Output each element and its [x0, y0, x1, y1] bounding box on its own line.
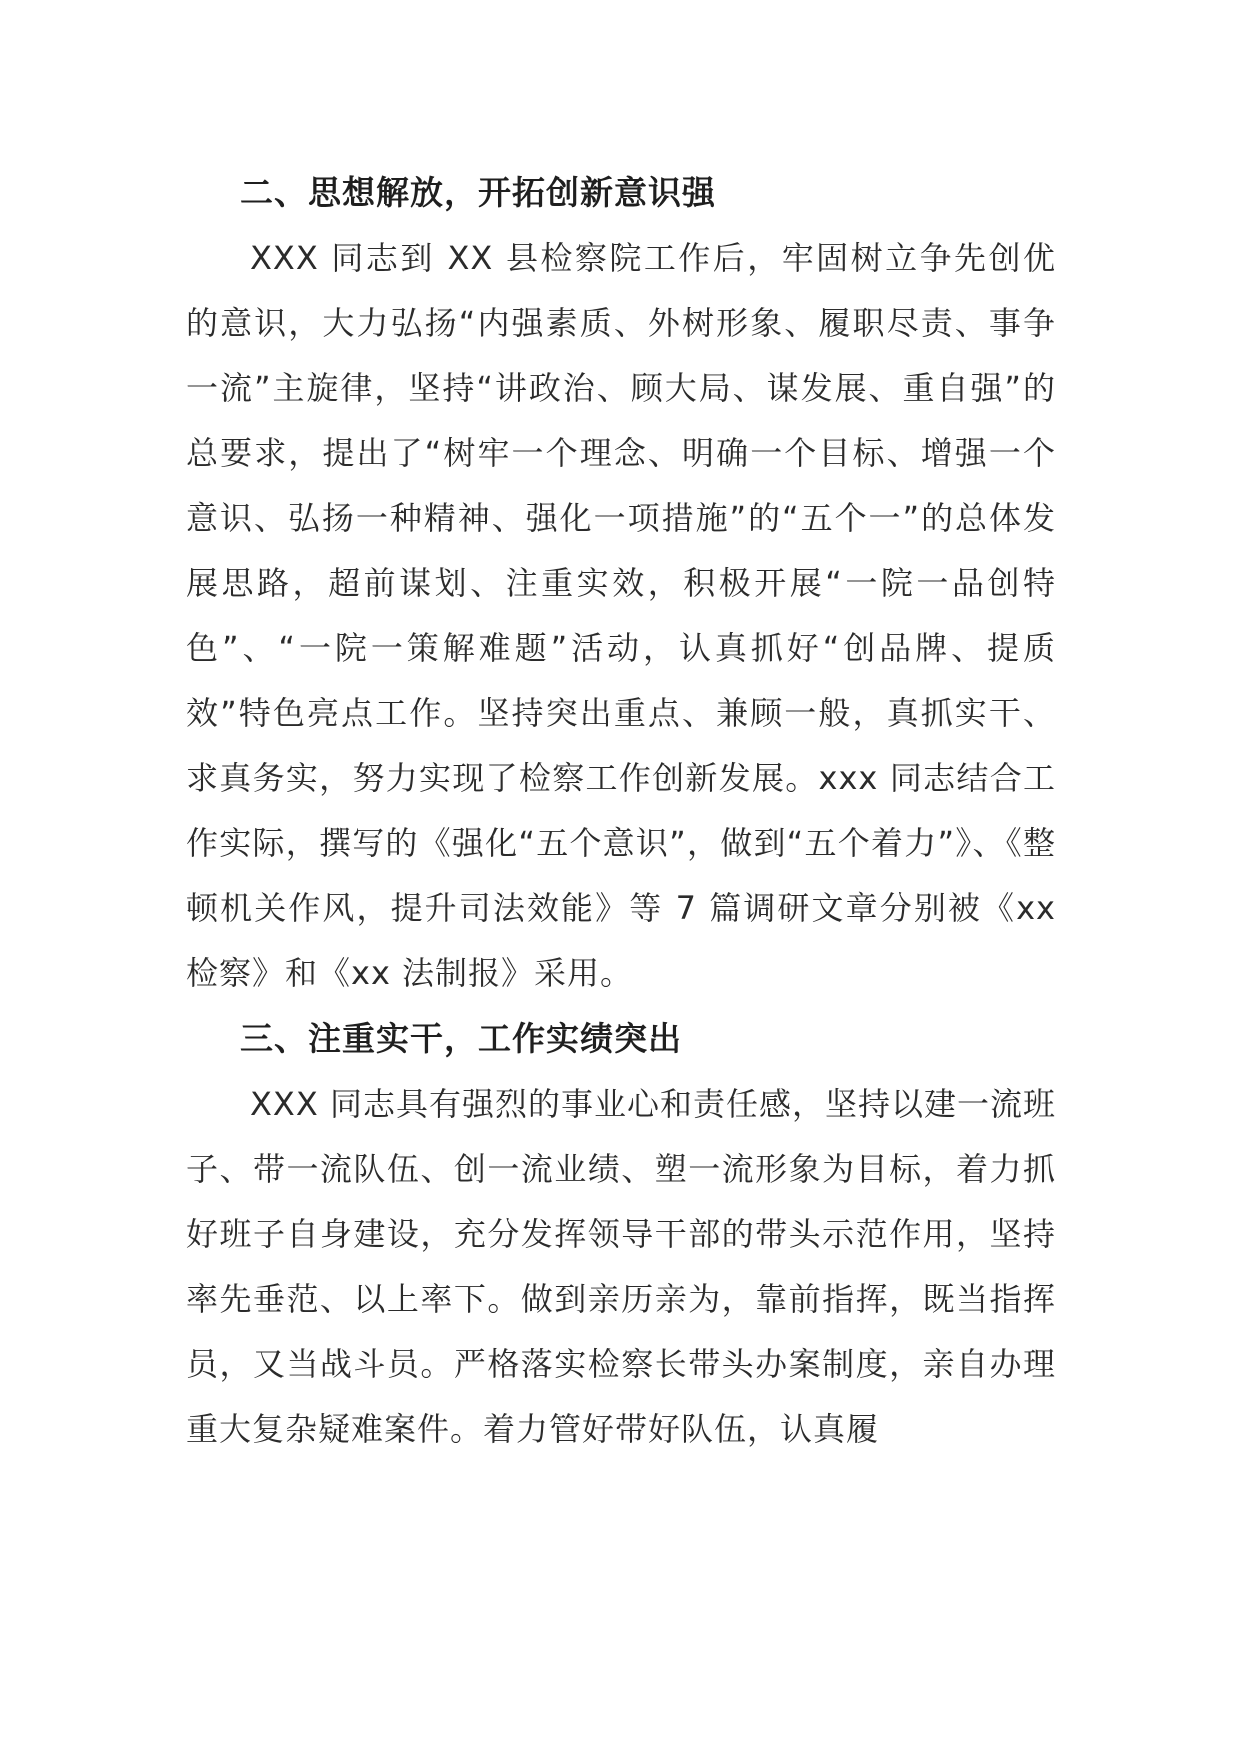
- section-paragraph-ideology: XXX 同志到 XX 县检察院工作后，牢固树立争先创优的意识，大力弘扬“内强素质、外树形象、履职尽责、事争一流”主旋律，坚持“讲政治、顾大局、谋发展、重自强”的总要求，提出了“树牢一个理念、明确一个目标、增强一个意识、弘扬一种精神、强化一项措施”的“五个一”的总体发展思路，超前谋划、注重实效，积极开展“一院一品创特色”、“一院一策解难题”活动，认真抓好“创品牌、提质效”特色亮点工作。坚持突出重点、兼顾一般，真抓实干、求真务实，努力实现了检察工作创新发展。xxx 同志结合工作实际，撰写的《强化“五个意识”，做到“五个着力”》、《整顿机关作风，提升司法效能》等 7 篇调研文章分别被《xx 检察》和《xx 法制报》采用。: [186, 239, 1056, 992]
- section-heading-performance: 三、注重实干，工作实绩突出: [240, 1019, 682, 1058]
- document-body: [186, 160, 1056, 1462]
- section-heading-ideology: 二、思想解放，开拓创新意识强: [240, 173, 716, 212]
- section-paragraph-performance: XXX 同志具有强烈的事业心和责任感，坚持以建一流班子、带一流队伍、创一流业绩、塑一流形象为目标，着力抓好班子自身建设，充分发挥领导干部的带头示范作用，坚持率先垂范、以上率下。做到亲历亲为，靠前指挥，既当指挥员，又当战斗员。严格落实检察长带头办案制度，亲自办理重大复杂疑难案件。着力管好带好队伍，认真履: [186, 1085, 1056, 1448]
